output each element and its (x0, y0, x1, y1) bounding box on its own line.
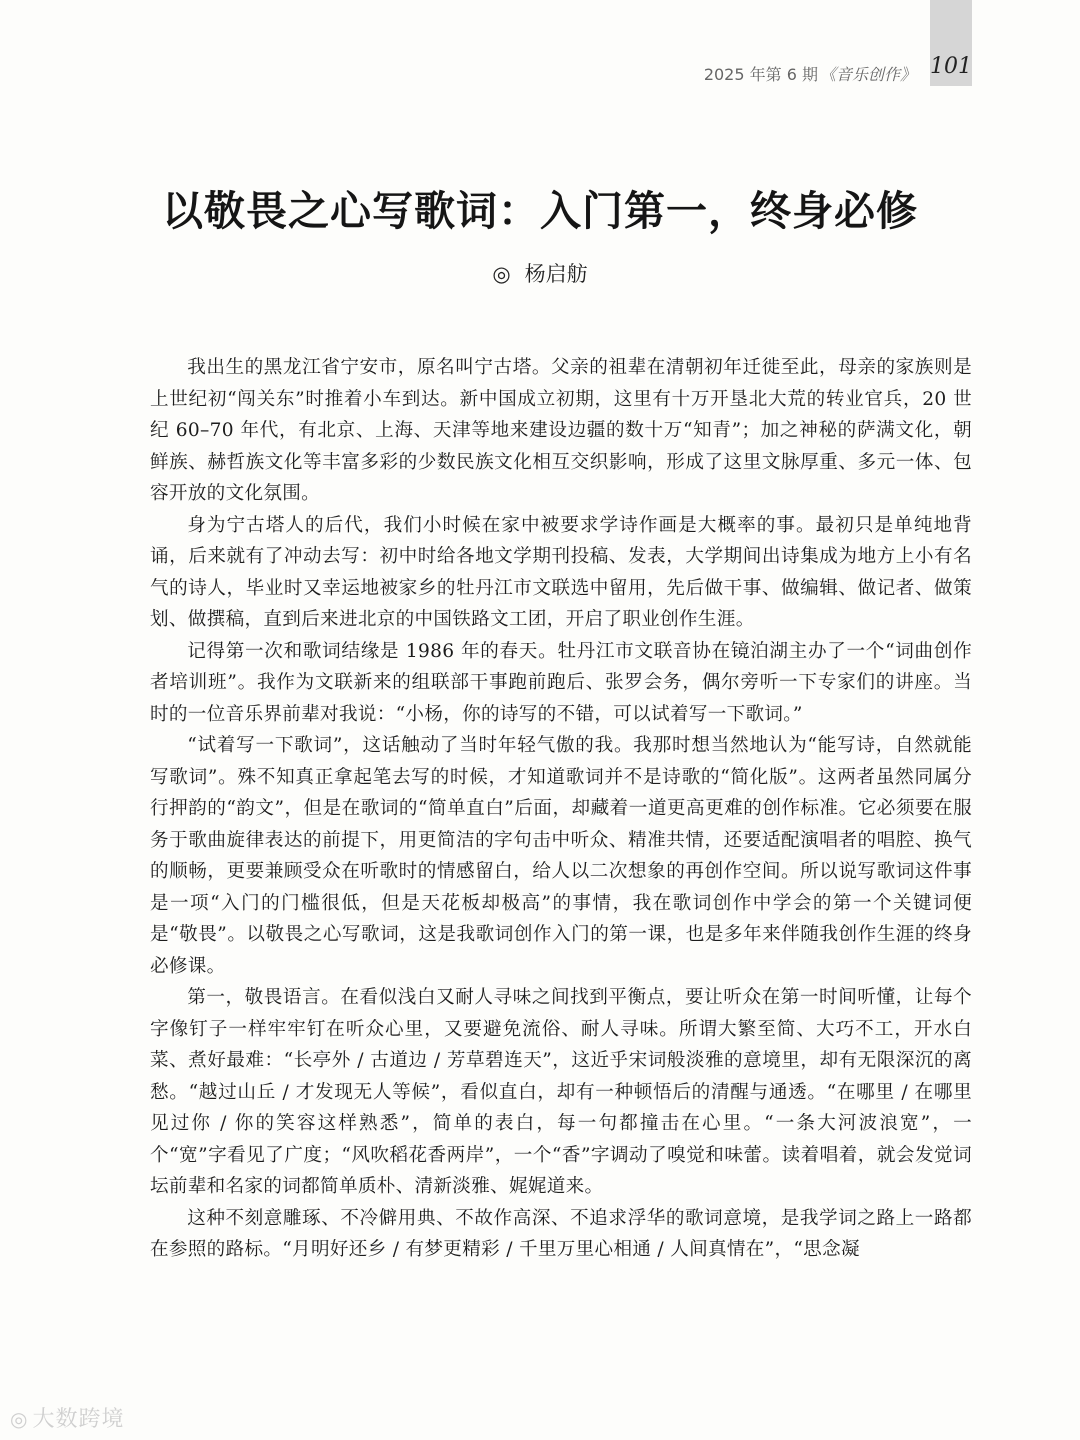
watermark (10, 1402, 124, 1433)
page-number: 101 (930, 54, 972, 79)
running-header (704, 62, 916, 85)
watermark-logo-icon: ◎ (10, 1407, 29, 1431)
author-name: 杨启舫 (524, 262, 588, 286)
byline-mark-icon: ◎ (492, 262, 511, 286)
watermark-text: 大数跨境 (32, 1407, 125, 1432)
paragraph-2: 身为宁古塔人的后代，我们小时候在家中被要求学诗作画是大概率的事。最初只是单纯地背诵，后来就有了冲动去写：初中时给各地文学期刊投稿、发表，大学期间出诗集成为地方上小有名气的诗人，毕业时又幸运地被家乡的牡丹江市文联选中留用，先后做干事、做编辑、做记者、做策划、做撰稿，直到后来进北京的中国铁路文工团，开启了职业创作生涯。 (150, 514, 972, 630)
paragraph-3: 记得第一次和歌词结缘是 1986 年的春天。牡丹江市文联音协在镜泊湖主办了一个“词曲创作者培训班”。我作为文联新来的组联部干事跑前跑后、张罗会务，偶尔旁听一下专家们的讲座。当时的一位音乐界前辈对我说：“小杨，你的诗写的不错，可以试着写一下歌词。” (150, 640, 972, 725)
paragraph-5: 第一，敬畏语言。在看似浅白又耐人寻味之间找到平衡点，要让听众在第一时间听懂，让每个字像钉子一样牢牢钉在听众心里，又要避免流俗、耐人寻味。所谓大繁至简、大巧不工，开水白菜、煮好最难：“长亭外 / 古道边 / 芳草碧连天”，这近乎宋词般淡雅的意境里，却有无限深沉的离愁。“越过山丘 / 才发现无人等候”，看似直白，却有一种顿悟后的清醒与通透。“在哪里 / 在哪里见过你 / 你的笑容这样熟悉”，简单的表白，每一句都撞击在心里。“一条大河波浪宽”，一个“宽”字看见了广度；“风吹稻花香两岸”，一个“香”字调动了嗅觉和味蕾。读着唱着，就会发觉词坛前辈和名家的词都简单质朴、清新淡雅、娓娓道来。 (150, 987, 972, 1197)
journal-name: 《音乐创作》 (819, 65, 916, 84)
paragraph-4: “试着写一下歌词”，这话触动了当时年轻气傲的我。我那时想当然地认为“能写诗，自然就能写歌词”。殊不知真正拿起笔去写的时候，才知道歌词并不是诗歌的“简化版”。这两者虽然同属分行押韵的“韵文”，但是在歌词的“简单直白”后面，却藏着一道更高更难的创作标准。它必须要在服务于歌曲旋律表达的前提下，用更简洁的字句击中听众、精准共情，还要适配演唱者的唱腔、换气的顺畅，更要兼顾受众在听歌时的情感留白，给人以二次想象的再创作空间。所以说写歌词这件事是一项“入门的门槛很低，但是天花板却极高”的事情，我在歌词创作中学会的第一个关键词便是“敬畏”。以敬畏之心写歌词，这是我歌词创作入门的第一课，也是多年来伴随我创作生涯的终身必修课。 (150, 735, 972, 977)
byline (100, 258, 980, 288)
issue-label: 2025 年第 6 期 (703, 65, 818, 84)
paragraph-6: 这种不刻意雕琢、不冷僻用典、不故作高深、不追求浮华的歌词意境，是我学词之路上一路都在参照的路标。“月明好还乡 / 有梦更精彩 / 千里万里心相通 / 人间真情在”，“思念凝 (150, 1207, 972, 1260)
article-title: 以敬畏之心写歌词：入门第一，终身必修 (162, 187, 918, 235)
article-body (150, 352, 972, 1266)
paragraph-1: 我出生的黑龙江省宁安市，原名叫宁古塔。父亲的祖辈在清朝初年迁徙至此，母亲的家族则是上世纪初“闯关东”时推着小车到达。新中国成立初期，这里有十万开垦北大荒的转业官兵，20 世纪 60–70 年代，有北京、上海、天津等地来建设边疆的数十万“知青”；加之神秘的萨满文化，朝鲜族、赫哲族文化等丰富多彩的少数民族文化相互交织影响，形成了这里文脉厚重、多元一体、包容开放的文化氛围。 (150, 357, 972, 504)
